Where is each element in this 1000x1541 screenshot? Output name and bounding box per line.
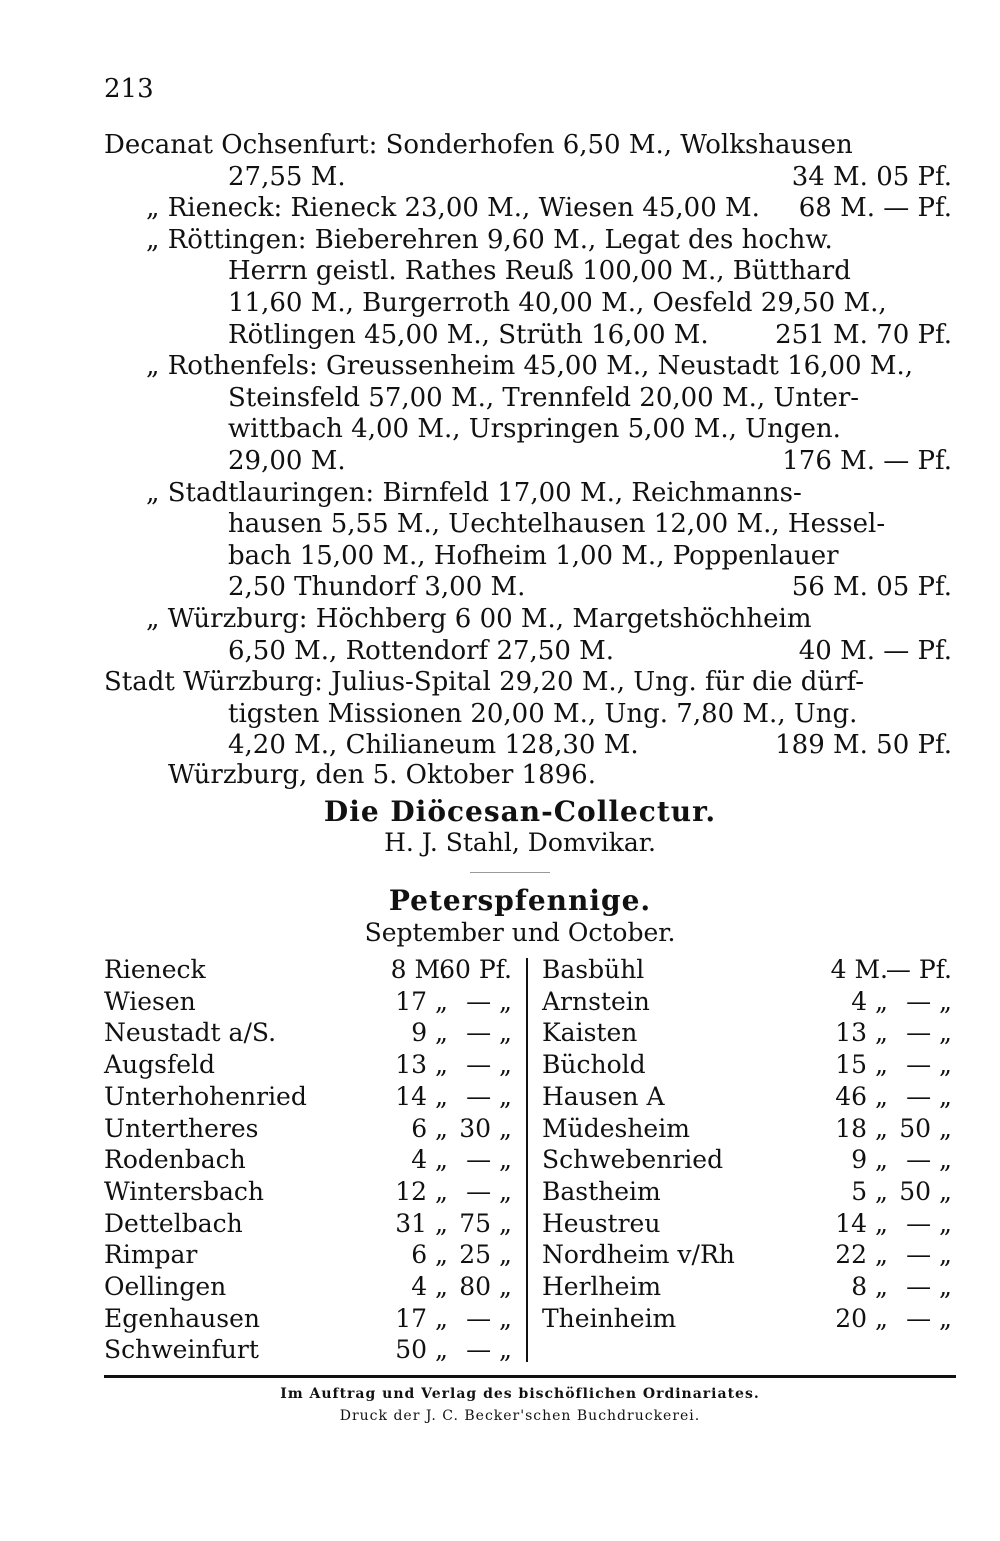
short-divider — [470, 872, 550, 873]
donation-place: Hausen A — [542, 1082, 665, 1111]
donation-pfennig: — Pf. — [885, 955, 952, 984]
donation-mark: 8 „ — [851, 1272, 888, 1301]
donation-mark: 18 „ — [835, 1114, 888, 1143]
donation-mark: 50 „ — [395, 1335, 448, 1364]
decanat-line: 2,50 Thundorf 3,00 M. — [228, 572, 526, 602]
donation-pfennig: 75 „ — [459, 1209, 512, 1238]
donation-mark: 6 „ — [411, 1114, 448, 1143]
donation-mark: 31 „ — [395, 1209, 448, 1238]
donation-mark: 14 „ — [835, 1209, 888, 1238]
donation-pfennig: — „ — [466, 1335, 512, 1364]
decanat-line: „ Rothenfels: Greussenheim 45,00 M., Neustadt 16,00 M., — [146, 351, 913, 381]
decanat-line: bach 15,00 M., Hofheim 1,00 M., Poppenlauer — [228, 541, 839, 571]
donation-mark: 4 M. — [830, 955, 888, 984]
donation-place: Rimpar — [104, 1240, 198, 1269]
donation-pfennig: — „ — [906, 987, 952, 1016]
donation-place: Basbühl — [542, 955, 645, 984]
decanat-line: „ Würzburg: Höchberg 6 00 M., Margetshöchheim — [146, 604, 812, 634]
donation-place: Wintersbach — [104, 1177, 264, 1206]
donation-pfennig: 25 „ — [459, 1240, 512, 1269]
decanat-amount: 251 M. 70 Pf. — [775, 320, 952, 350]
decanat-amount: 189 M. 50 Pf. — [775, 730, 952, 760]
donation-pfennig: 60 Pf. — [439, 955, 512, 984]
decanat-line: „ Stadtlauringen: Birnfeld 17,00 M., Reichmanns- — [146, 478, 802, 508]
signature-name: H. J. Stahl, Domvikar. — [384, 828, 656, 857]
donation-place: Arnstein — [542, 987, 650, 1016]
donation-place: Rodenbach — [104, 1145, 246, 1174]
donation-pfennig: — „ — [906, 1050, 952, 1079]
donation-pfennig: — „ — [906, 1145, 952, 1174]
donation-place: Oellingen — [104, 1272, 227, 1301]
donation-pfennig: — „ — [466, 1050, 512, 1079]
donation-mark: 13 „ — [395, 1050, 448, 1079]
donation-pfennig: — „ — [906, 1304, 952, 1333]
donation-place: Büchold — [542, 1050, 646, 1079]
page-number: 213 — [104, 74, 154, 104]
donation-place: Nordheim v/Rh — [542, 1240, 735, 1269]
donation-pfennig: — „ — [906, 1209, 952, 1238]
decanat-line: 4,20 M., Chilianeum 128,30 M. — [228, 730, 639, 760]
decanat-line: Steinsfeld 57,00 M., Trennfeld 20,00 M., Unter- — [228, 383, 860, 413]
column-divider — [526, 958, 528, 1362]
donation-place: Schwebenried — [542, 1145, 724, 1174]
donation-place: Theinheim — [542, 1304, 677, 1333]
decanat-line: hausen 5,55 M., Uechtelhausen 12,00 M., Hessel- — [228, 509, 886, 539]
decanat-line: 6,50 M., Rottendorf 27,50 M. — [228, 636, 615, 666]
donation-pfennig: — „ — [466, 1082, 512, 1111]
donation-place: Untertheres — [104, 1114, 259, 1143]
donation-place: Unterhohenried — [104, 1082, 307, 1111]
donation-place: Müdesheim — [542, 1114, 690, 1143]
donation-pfennig: — „ — [466, 1304, 512, 1333]
donation-place: Neustadt a/S. — [104, 1018, 277, 1047]
donation-pfennig: 50 „ — [899, 1114, 952, 1143]
decanat-line: Herrn geistl. Rathes Reuß 100,00 M., Bütthard — [228, 256, 851, 286]
decanat-line: tigsten Missionen 20,00 M., Ung. 7,80 M., Ung. — [228, 699, 858, 729]
decanat-line: 27,55 M. — [228, 162, 346, 192]
decanat-line: Stadt Würzburg: Julius-Spital 29,20 M., Ung. für die dürf- — [104, 667, 865, 697]
donation-place: Herlheim — [542, 1272, 662, 1301]
decanat-line: wittbach 4,00 M., Urspringen 5,00 M., Ungen. — [228, 414, 841, 444]
decanat-line: Decanat Ochsenfurt: Sonderhofen 6,50 M., Wolkshausen — [104, 130, 853, 160]
donation-pfennig: 30 „ — [459, 1114, 512, 1143]
donation-mark: 46 „ — [835, 1082, 888, 1111]
donation-place: Schweinfurt — [104, 1335, 259, 1364]
section-subtitle: September und October. — [364, 918, 676, 947]
donation-place: Dettelbach — [104, 1209, 243, 1238]
donation-place: Kaisten — [542, 1018, 638, 1047]
decanat-amount: 176 M. — Pf. — [782, 446, 952, 476]
footer-rule — [104, 1375, 956, 1378]
decanat-amount: 40 M. — Pf. — [798, 636, 952, 666]
decanat-amount: 34 M. 05 Pf. — [791, 162, 952, 192]
donation-place: Augsfeld — [104, 1050, 216, 1079]
donation-mark: 22 „ — [835, 1240, 888, 1269]
donation-mark: 12 „ — [395, 1177, 448, 1206]
decanat-amount: 68 M. — Pf. — [798, 193, 952, 223]
donation-mark: 17 „ — [395, 1304, 448, 1333]
decanat-line: 11,60 M., Burgerroth 40,00 M., Oesfeld 29,50 M., — [228, 288, 887, 318]
imprint-line-2: Druck der J. C. Becker'schen Buchdruckerei. — [339, 1408, 701, 1424]
decanat-line: „ Rieneck: Rieneck 23,00 M., Wiesen 45,00 M. — [146, 193, 760, 223]
donation-mark: 17 „ — [395, 987, 448, 1016]
date-line: Würzburg, den 5. Oktober 1896. — [168, 760, 596, 790]
donation-pfennig: — „ — [906, 1018, 952, 1047]
decanat-line: „ Röttingen: Bieberehren 9,60 M., Legat des hochw. — [146, 225, 833, 255]
donation-mark: 5 „ — [851, 1177, 888, 1206]
donation-mark: 14 „ — [395, 1082, 448, 1111]
donation-pfennig: — „ — [466, 1145, 512, 1174]
donation-mark: 4 „ — [411, 1145, 448, 1174]
decanat-line: Rötlingen 45,00 M., Strüth 16,00 M. — [228, 320, 709, 350]
donation-mark: 4 „ — [851, 987, 888, 1016]
donation-mark: 13 „ — [835, 1018, 888, 1047]
donation-pfennig: — „ — [466, 1018, 512, 1047]
donation-place: Heustreu — [542, 1209, 661, 1238]
donation-mark: 15 „ — [835, 1050, 888, 1079]
donation-place: Wiesen — [104, 987, 196, 1016]
donation-mark: 20 „ — [835, 1304, 888, 1333]
donation-mark: 8 M. — [390, 955, 448, 984]
donation-place: Bastheim — [542, 1177, 661, 1206]
donation-mark: 9 „ — [411, 1018, 448, 1047]
decanat-amount: 56 M. 05 Pf. — [791, 572, 952, 602]
donation-pfennig: — „ — [466, 987, 512, 1016]
donation-mark: 9 „ — [851, 1145, 888, 1174]
donation-pfennig: 50 „ — [899, 1177, 952, 1206]
donation-pfennig: — „ — [906, 1240, 952, 1269]
decanat-line: 29,00 M. — [228, 446, 346, 476]
donation-mark: 6 „ — [411, 1240, 448, 1269]
donation-pfennig: — „ — [466, 1177, 512, 1206]
donation-place: Egenhausen — [104, 1304, 260, 1333]
donation-pfennig: — „ — [906, 1272, 952, 1301]
section-title: Peterspfennige. — [388, 884, 652, 917]
donation-mark: 4 „ — [411, 1272, 448, 1301]
donation-place: Rieneck — [104, 955, 206, 984]
imprint-line-1: Im Auftrag und Verlag des bischöflichen Ordinariates. — [280, 1386, 760, 1402]
signature-office: Die Diöcesan-Collectur. — [323, 795, 717, 828]
donation-pfennig: 80 „ — [459, 1272, 512, 1301]
donation-pfennig: — „ — [906, 1082, 952, 1111]
